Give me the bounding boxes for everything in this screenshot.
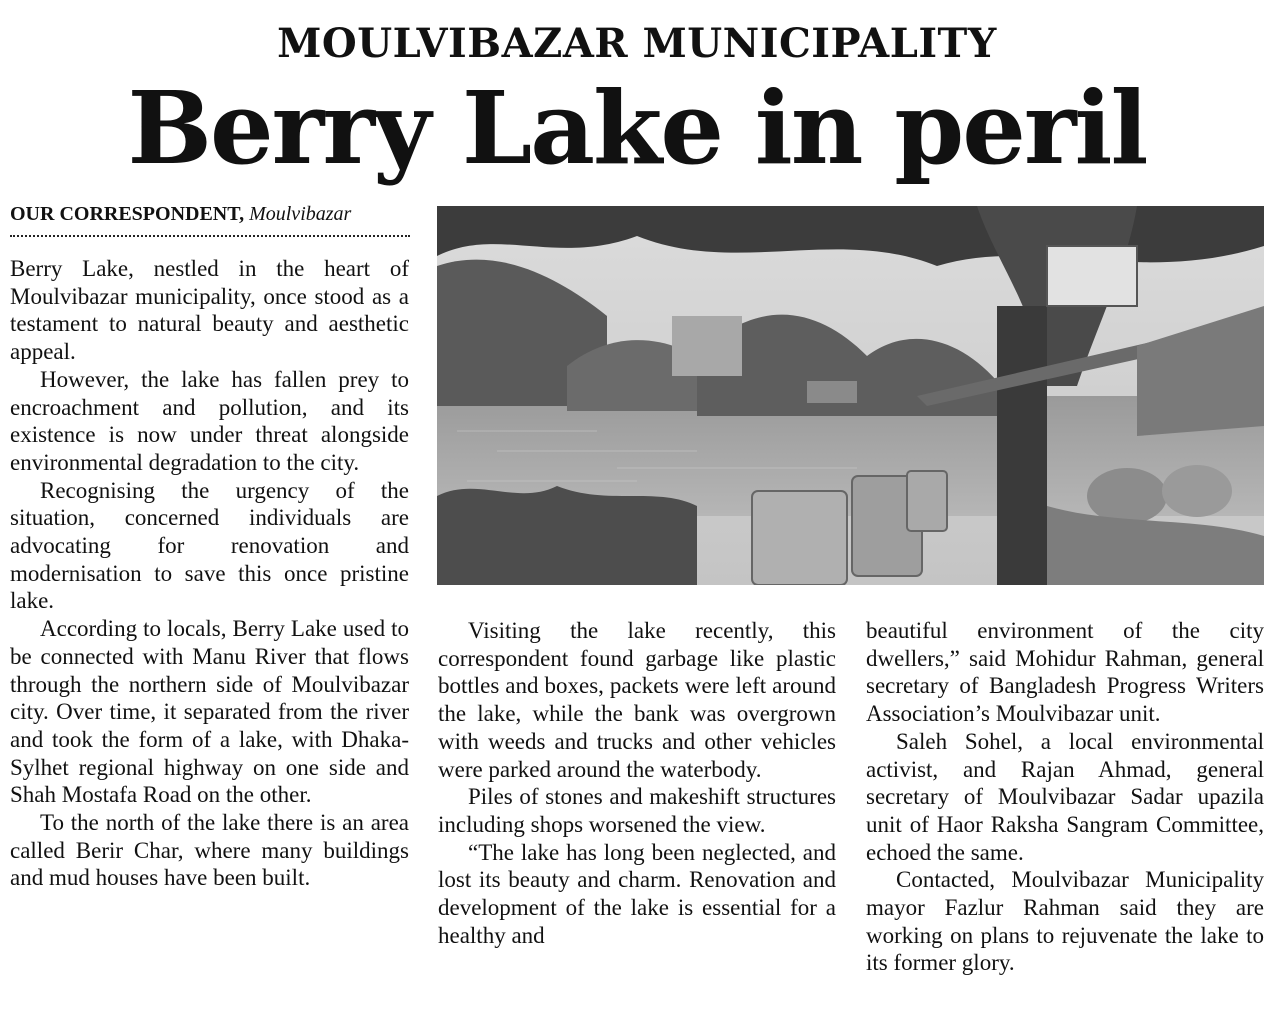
- paragraph: Saleh Sohel, a local environmental activist, and Rajan Ahmad, general secretary of Moulvibazar Sadar upazila unit of Haor Raksha Sangram Committee, echoed the same.: [866, 728, 1264, 865]
- paragraph: Berry Lake, nestled in the heart of Moulvibazar municipality, once stood as a testament to natural beauty and aesthetic appeal.: [10, 256, 409, 365]
- byline-divider: [10, 235, 410, 237]
- lake-photo: [437, 206, 1264, 585]
- paragraph: According to locals, Berry Lake used to be connected with Manu River that flows through the northern side of Moulvibazar city. Over time, it separated from the river and took the form of a lake, with Dhaka-Sylhet regional highway on one side and Shah Mostafa Road on the other.: [10, 616, 409, 808]
- byline: [10, 201, 410, 227]
- article-column-3: [866, 617, 1264, 977]
- paragraph: Visiting the lake recently, this correspondent found garbage like plastic bottles and boxes, packets were left around the lake, while the bank was overgrown with weeds and trucks and other vehicles were parked around the waterbody.: [438, 618, 836, 782]
- section-kicker: MOULVIBAZAR MUNICIPALITY: [277, 20, 997, 67]
- paragraph: To the north of the lake there is an area called Berir Char, where many buildings and mud houses have been built.: [10, 810, 409, 891]
- paragraph: However, the lake has fallen prey to encroachment and pollution, and its existence is now under threat alongside environmental degradation to the city.: [10, 366, 409, 475]
- paragraph: Contacted, Moulvibazar Municipality mayor Fazlur Rahman said they are working on plans to rejuvenate the lake to its former glory.: [866, 867, 1264, 976]
- byline-location: Moulvibazar: [249, 203, 352, 225]
- headline: Berry Lake in peril: [127, 69, 1147, 187]
- lake-photo-illustration: [437, 206, 1264, 585]
- paragraph: Recognising the urgency of the situation, concerned individuals are advocating for renovation and modernisation to save this once pristine lake.: [10, 477, 409, 614]
- article-column-2: [438, 617, 836, 949]
- paragraph: “The lake has long been neglected, and lost its beauty and charm. Renovation and development of the lake is essential for a healthy and: [438, 839, 836, 948]
- article-column-1: [10, 255, 409, 892]
- paragraph: Piles of stones and makeshift structures including shops worsened the view.: [438, 784, 836, 837]
- byline-author: OUR CORRESPONDENT,: [10, 203, 245, 225]
- paragraph: beautiful environment of the city dwellers,” said Mohidur Rahman, general secretary of Bangladesh Progress Writers Association’s Moulvibazar unit.: [866, 618, 1264, 727]
